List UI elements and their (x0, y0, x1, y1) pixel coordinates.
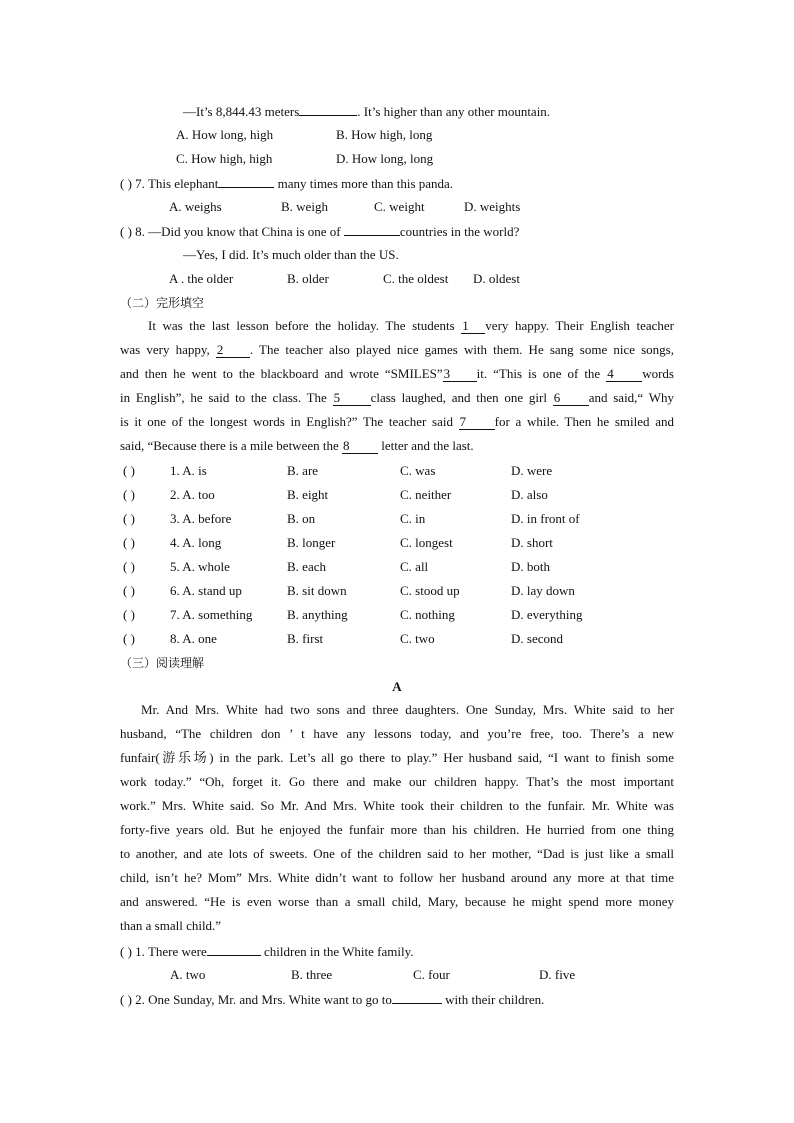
reading-line-7: to another, and ate lots of sweets. One of the children said to her mother, “Dad is just like a small (120, 846, 674, 861)
cloze-q6-option-c[interactable]: C. stood up (400, 583, 460, 598)
cloze-line-2-pre: was very happy, (120, 342, 216, 357)
cloze-blank-6[interactable]: 6 (553, 391, 589, 406)
cloze-q1-option-b[interactable]: B. are (287, 463, 319, 478)
cloze-q1-option-a[interactable]: 1. A. is (170, 463, 207, 478)
cloze-q2-bracket[interactable]: ( ) (123, 487, 135, 502)
reading-line-3: funfair(游乐场) in the park. Let’s all go there to play.” Her husband said, “I want to finish some (120, 750, 674, 765)
cloze-line-3-post: it. “This is one of the (476, 366, 607, 381)
cloze-line-2-post: . The teacher also played nice games with them. He sang some nice songs, (249, 342, 674, 357)
cloze-q3-option-d[interactable]: D. in front of (511, 511, 580, 526)
reading-line-9: and answered. “He is even worse than a small child, Mary, because he might spend more money (120, 894, 674, 909)
q8-blank[interactable] (344, 223, 400, 236)
cloze-q5-option-a[interactable]: 5. A. whole (170, 559, 230, 574)
q7-answer-bracket[interactable]: ( ) (120, 176, 132, 191)
q6-blank[interactable] (299, 103, 357, 116)
reading-line-8: child, isn’t he? Mom” Mrs. White didn’t want to follow her husband around any more at that time (120, 870, 674, 885)
reading-q2-stem-start: One Sunday, Mr. and Mrs. White want to go to (148, 992, 392, 1007)
cloze-line-6 (120, 434, 674, 458)
cloze-line-4-post2: and said,“ Why (588, 390, 674, 405)
q8-option-a[interactable]: A . the older (169, 271, 234, 286)
cloze-line-1 (120, 314, 674, 338)
reading-line-6: forty-five years old. But he enjoyed the funfair more than his children. He hurried from one thing (120, 822, 674, 837)
q7-option-b[interactable]: B. weigh (281, 199, 328, 214)
q8-answer-bracket[interactable]: ( ) (120, 224, 132, 239)
cloze-blank-1[interactable]: 1 (461, 319, 485, 334)
q8-option-b[interactable]: B. older (287, 271, 329, 286)
cloze-q6-option-a[interactable]: 6. A. stand up (170, 583, 242, 598)
cloze-blank-4[interactable]: 4 (606, 367, 642, 382)
q6-answer-line (183, 103, 550, 120)
q7-option-c[interactable]: C. weight (374, 199, 425, 214)
cloze-q5-option-c[interactable]: C. all (400, 559, 429, 574)
cloze-q2-option-d[interactable]: D. also (511, 487, 548, 502)
reading-q1-option-b[interactable]: B. three (291, 967, 333, 982)
reading-q2-number: 2. (135, 992, 145, 1007)
cloze-passage (120, 314, 674, 458)
cloze-q8-option-b[interactable]: B. first (287, 631, 324, 646)
cloze-line-5-pre: is it one of the longest words in English?” The teacher said (120, 414, 459, 429)
cloze-q5-option-b[interactable]: B. each (287, 559, 326, 574)
reading-line-1: Mr. And Mrs. White had two sons and three daughters. One Sunday, Mrs. White said to her (141, 702, 674, 717)
cloze-q6-option-b[interactable]: B. sit down (287, 583, 347, 598)
cloze-line-6-post: letter and the last. (378, 438, 474, 453)
passage-label: A (392, 679, 402, 694)
reading-q1-stem-end: children in the White family. (260, 944, 414, 959)
q7-blank[interactable] (218, 175, 274, 188)
reading-line-2: husband, “The children don ’ t have any lessons today, and you’re free, too. There’s a new (120, 726, 674, 741)
reading-q1-stem-start: There were (147, 944, 207, 959)
cloze-heading: （二）完形填空 (120, 296, 205, 310)
q7-stem (120, 175, 453, 192)
q6-answer-end: . It’s higher than any other mountain. (357, 104, 551, 119)
reading-line-10: than a small child.” (120, 918, 222, 933)
reading-q1-option-d[interactable]: D. five (539, 967, 576, 982)
q6-option-a[interactable]: A. How long, high (176, 127, 274, 142)
reading-heading: （三）阅读理解 (120, 656, 205, 670)
reading-q1-option-a[interactable]: A. two (170, 967, 206, 982)
cloze-q7-option-a[interactable]: 7. A. something (170, 607, 253, 622)
cloze-q4-option-b[interactable]: B. longer (287, 535, 336, 550)
cloze-q7-option-b[interactable]: B. anything (287, 607, 348, 622)
reading-q1-number: 1. (135, 944, 145, 959)
cloze-q5-bracket[interactable]: ( ) (123, 559, 135, 574)
cloze-line-3 (120, 362, 674, 386)
reading-q2-stem-end: with their children. (441, 992, 545, 1007)
cloze-line-1-post: very happy. Their English teacher (485, 318, 674, 333)
q7-number: 7. (135, 176, 145, 191)
cloze-line-2 (120, 338, 674, 362)
cloze-q4-option-d[interactable]: D. short (511, 535, 553, 550)
cloze-line-4-post: class laughed, and then one girl (370, 390, 553, 405)
cloze-q1-option-c[interactable]: C. was (400, 463, 436, 478)
reading-q1-bracket[interactable]: ( ) (120, 944, 132, 959)
cloze-line-6-pre: said, “Because there is a mile between the (120, 438, 342, 453)
q6-option-b[interactable]: B. How high, long (336, 127, 433, 142)
cloze-blank-7[interactable]: 7 (459, 415, 495, 430)
reading-q2-bracket[interactable]: ( ) (120, 992, 132, 1007)
cloze-line-4-pre: in English”, he said to the class. The (120, 390, 333, 405)
reading-q2-blank[interactable] (392, 991, 442, 1004)
q6-option-c[interactable]: C. How high, high (176, 151, 273, 166)
cloze-q4-option-a[interactable]: 4. A. long (170, 535, 222, 550)
q8-stem-start: —Did you know that China is one of (148, 224, 344, 239)
reading-q1-stem (120, 943, 413, 960)
q7-option-a[interactable]: A. weighs (169, 199, 222, 214)
cloze-q4-option-c[interactable]: C. longest (400, 535, 453, 550)
cloze-line-5 (120, 410, 674, 434)
q6-option-d[interactable]: D. How long, long (336, 151, 434, 166)
cloze-q1-option-d[interactable]: D. were (511, 463, 553, 478)
q8-answer: —Yes, I did. It’s much older than the US. (183, 247, 399, 262)
cloze-q4-bracket[interactable]: ( ) (123, 535, 135, 550)
q8-option-c[interactable]: C. the oldest (383, 271, 449, 286)
cloze-q1-bracket[interactable]: ( ) (123, 463, 135, 478)
reading-q2-stem (120, 991, 544, 1008)
cloze-q3-bracket[interactable]: ( ) (123, 511, 135, 526)
q7-option-d[interactable]: D. weights (464, 199, 521, 214)
cloze-q2-option-c[interactable]: C. neither (400, 487, 452, 502)
reading-q1-option-c[interactable]: C. four (413, 967, 450, 982)
q7-stem-end: many times more than this panda. (274, 176, 454, 191)
cloze-line-3-post2: words (642, 366, 674, 381)
q8-number: 8. (135, 224, 145, 239)
cloze-q7-option-c[interactable]: C. nothing (400, 607, 455, 622)
cloze-q3-option-b[interactable]: B. on (287, 511, 316, 526)
reading-line-4: work today.” “Oh, forget it. Go there and make our children happy. That’s the most important (120, 774, 674, 789)
cloze-q5-option-d[interactable]: D. both (511, 559, 550, 574)
cloze-line-4 (120, 386, 674, 410)
cloze-q3-option-a[interactable]: 3. A. before (170, 511, 232, 526)
reading-passage (120, 698, 674, 938)
reading-line-5: work.” Mrs. White said. So Mr. And Mrs. White took their children to the funfair. Mr. White was (120, 798, 674, 813)
q8-option-d[interactable]: D. oldest (473, 271, 520, 286)
cloze-q8-option-a[interactable]: 8. A. one (170, 631, 217, 646)
reading-q1-blank[interactable] (207, 943, 261, 956)
cloze-q2-option-b[interactable]: B. eight (287, 487, 329, 502)
cloze-q3-option-c[interactable]: C. in (400, 511, 426, 526)
cloze-line-5-post: for a while. Then he smiled and (494, 414, 674, 429)
cloze-blank-3[interactable]: 3 (443, 367, 477, 382)
cloze-line-1-pre: It was the last lesson before the holiday. The students (148, 318, 462, 333)
cloze-q6-bracket[interactable]: ( ) (123, 583, 135, 598)
cloze-blank-5[interactable]: 5 (333, 391, 371, 406)
cloze-line-3-pre: and then he went to the blackboard and wrote “SMILES” (120, 366, 443, 381)
cloze-q8-bracket[interactable]: ( ) (123, 631, 135, 646)
cloze-blank-2[interactable]: 2 (216, 343, 250, 358)
cloze-q8-option-c[interactable]: C. two (400, 631, 435, 646)
q7-stem-start: This elephant (147, 176, 219, 191)
cloze-q8-option-d[interactable]: D. second (511, 631, 563, 646)
cloze-blank-8[interactable]: 8 (342, 439, 378, 454)
q8-stem-end: countries in the world? (399, 224, 520, 239)
cloze-q6-option-d[interactable]: D. lay down (511, 583, 575, 598)
q8-stem (120, 223, 519, 240)
cloze-q7-bracket[interactable]: ( ) (123, 607, 135, 622)
cloze-q7-option-d[interactable]: D. everything (511, 607, 583, 622)
q6-answer-text: —It’s 8,844.43 meters (183, 104, 300, 119)
cloze-q2-option-a[interactable]: 2. A. too (170, 487, 215, 502)
